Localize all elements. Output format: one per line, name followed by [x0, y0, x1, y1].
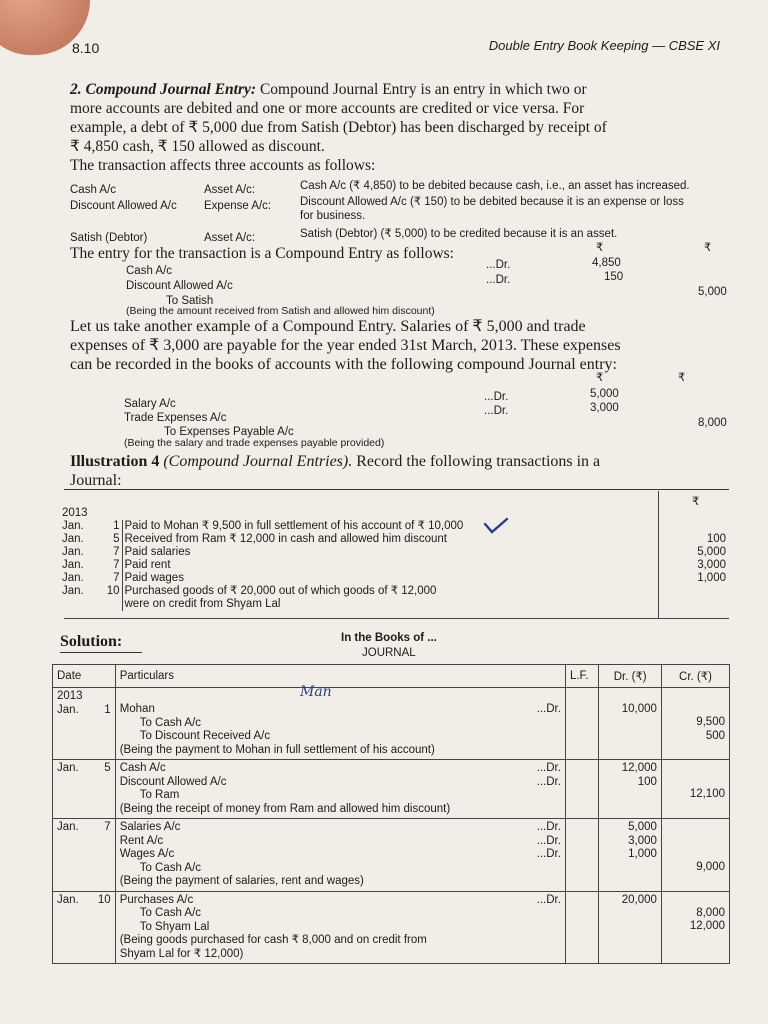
col-dr: Dr. (₹)	[599, 665, 661, 688]
e1-dr-0: ...Dr.	[486, 259, 511, 271]
col-particulars: Particulars	[115, 665, 565, 688]
dr-mark: ...Dr.	[536, 834, 561, 847]
acct-1-reason-a: Discount Allowed A/c (₹ 150) to be debited because it is an expense or loss	[300, 196, 684, 208]
books-title: In the Books of ...	[341, 632, 437, 644]
example2	[70, 317, 732, 374]
illus-row	[60, 585, 728, 598]
e2-dr-1: ...Dr.	[484, 405, 509, 417]
cr-amount: 12,000	[689, 920, 725, 932]
entry-particulars	[115, 819, 565, 892]
solution-underline	[60, 652, 142, 653]
illus-text: were on credit from Shyam Lal	[124, 598, 281, 610]
entry-month: Jan.	[57, 893, 79, 906]
cr-cell	[661, 891, 729, 964]
illus-month: Jan.	[62, 546, 84, 558]
journal-entry	[53, 760, 730, 819]
entry-particulars	[115, 891, 565, 964]
illus-row	[60, 546, 728, 559]
journal-table	[52, 664, 730, 964]
illus-bottom-rule	[64, 618, 729, 619]
illus-row	[60, 572, 728, 585]
particular-line: To Cash A/c	[139, 861, 202, 874]
particular-line: To Discount Received A/c	[139, 730, 271, 742]
illus-subtitle: (Compound Journal Entries).	[163, 453, 353, 470]
dr-amount: 1,000	[628, 848, 657, 860]
illus-text: Purchased goods of ₹ 20,000 out of which goods of ₹ 12,000	[124, 585, 437, 597]
acct-0-reason: Cash A/c (₹ 4,850) to be debited because cash, i.e., an asset has increased.	[300, 180, 690, 192]
entry-day: 10	[97, 893, 111, 906]
particular-line: To Cash A/c	[139, 907, 202, 919]
entry-line: The entry for the transaction is a Compound Entry as follows:	[70, 245, 454, 262]
particular-line: Salaries A/c	[119, 821, 181, 833]
illus-amount	[658, 598, 728, 611]
dr-amount: 3,000	[628, 834, 657, 847]
acct-2-type: Asset A/c:	[204, 232, 256, 244]
particular-line: Discount Allowed A/c	[119, 775, 227, 788]
journal-entry	[53, 891, 730, 964]
rupee-dr-1: ₹	[596, 242, 604, 254]
illus-text: Received from Ram ₹ 12,000 in cash and allowed him discount	[124, 533, 447, 545]
journal-title: JOURNAL	[362, 647, 416, 659]
particular-line: Purchases A/c	[119, 893, 194, 906]
illus-rest-1: Record the following transactions in a	[356, 453, 601, 470]
e2-narration: (Being the salary and trade expenses payable provided)	[124, 437, 385, 449]
acct-1-type: Expense A/c:	[204, 200, 272, 212]
illus-amount: 3,000	[697, 559, 726, 571]
e1-debit-1: 150	[604, 271, 624, 283]
particular-line: Cash A/c	[119, 762, 166, 774]
illus-month: Jan.	[62, 585, 84, 597]
illus-day: 10	[98, 585, 122, 598]
e2-debit-0: 5,000	[590, 388, 619, 400]
ex2-line-2: can be recorded in the books of accounts with the following compound Journal entry:	[70, 356, 617, 373]
illus-month: Jan.	[62, 533, 84, 545]
illus-day: 1	[98, 520, 122, 533]
cr-cell	[661, 760, 729, 819]
illus-rest-2: Journal:	[70, 472, 122, 489]
cr-amount: 9,500	[696, 716, 725, 728]
dr-cell	[599, 891, 661, 964]
e1-line-2: To Satish	[166, 295, 214, 307]
e1-narration: (Being the amount received from Satish and allowed him discount)	[126, 305, 435, 317]
dr-amount: 20,000	[621, 893, 657, 906]
acct-0-name: Cash A/c	[70, 184, 117, 196]
cr-amount: 12,100	[689, 788, 725, 800]
handwritten-note: Man	[300, 684, 332, 700]
entry-particulars	[115, 760, 565, 819]
dr-amount: 5,000	[628, 821, 657, 833]
illus-row	[60, 598, 728, 611]
acct-2-name: Satish (Debtor)	[70, 232, 148, 244]
illus-row	[60, 520, 728, 533]
dr-mark: ...Dr.	[536, 893, 561, 906]
intro-line-3: ₹ 4,850 cash, ₹ 150 allowed as discount.	[70, 138, 325, 155]
intro-line-1: more accounts are debited and one or more accounts are credited or vice versa. For	[70, 100, 585, 117]
illus-amount: 100	[706, 533, 726, 545]
dr-mark: ...Dr.	[536, 762, 561, 774]
col-cr: Cr. (₹)	[661, 665, 729, 688]
illus-month: Jan.	[62, 572, 84, 584]
cr-cell	[661, 688, 729, 760]
narration: Shyam Lal for ₹ 12,000)	[119, 947, 244, 960]
lf-cell	[565, 819, 599, 892]
e2-debit-1: 3,000	[590, 402, 619, 414]
e1-line-0: Cash A/c	[126, 265, 173, 277]
entry-date	[53, 819, 116, 892]
illus-month: Jan.	[62, 559, 84, 571]
dr-mark: ...Dr.	[536, 848, 561, 860]
affects-line: The transaction affects three accounts as follows:	[70, 157, 376, 174]
illus-row	[60, 533, 728, 546]
entry-year: 2013	[57, 690, 83, 702]
illus-amount: 5,000	[697, 546, 726, 558]
acct-1-name: Discount Allowed A/c	[70, 200, 177, 212]
illus-day	[98, 598, 122, 611]
section-heading: 2. Compound Journal Entry:	[70, 81, 257, 98]
illus-title: Illustration 4	[70, 453, 160, 470]
lf-cell	[565, 760, 599, 819]
narration: (Being goods purchased for cash ₹ 8,000 and on credit from	[119, 934, 427, 946]
rupee-cr-2: ₹	[678, 372, 686, 384]
e2-line-1: Trade Expenses A/c	[124, 412, 227, 424]
illus-row	[60, 559, 728, 572]
particular-line: To Ram	[139, 789, 180, 801]
illus-text: Paid to Mohan ₹ 9,500 in full settlement of his account of ₹ 10,000	[124, 520, 464, 532]
illus-day: 5	[98, 533, 122, 546]
particular-line: To Shyam Lal	[139, 920, 210, 933]
particular-line: Mohan	[119, 703, 155, 715]
illus-day: 7	[98, 546, 122, 559]
intro-line-2: example, a debt of ₹ 5,000 due from Satish (Debtor) has been discharged by receipt of	[70, 119, 607, 136]
page-number: 8.10	[72, 40, 100, 56]
illus-text: Paid wages	[124, 572, 184, 584]
intro-line-0: Compound Journal Entry is an entry in which two or	[259, 81, 587, 98]
illus-day: 7	[98, 559, 122, 572]
illustration-heading	[70, 452, 732, 490]
rupee-dr-2: ₹	[596, 372, 604, 384]
illus-amount: 1,000	[697, 572, 726, 584]
e2-line-0: Salary A/c	[124, 398, 176, 410]
e1-credit: 5,000	[698, 286, 727, 298]
ex2-line-1: expenses of ₹ 3,000 are payable for the year ended 31st March, 2013. These expenses	[70, 337, 621, 354]
e2-line-2: To Expenses Payable A/c	[164, 426, 294, 438]
lf-cell	[565, 688, 599, 760]
illus-text: Paid rent	[124, 559, 171, 571]
dr-cell	[599, 819, 661, 892]
journal-entry	[53, 688, 730, 760]
entry-date	[53, 688, 116, 760]
acct-2-reason: Satish (Debtor) (₹ 5,000) to be credited because it is an asset.	[300, 228, 618, 240]
illus-year: 2013	[62, 507, 88, 519]
cr-amount: 9,000	[696, 861, 725, 873]
entry-month: Jan.	[57, 821, 79, 833]
solution-label: Solution:	[60, 633, 123, 650]
col-date: Date	[53, 665, 116, 688]
dr-amount: 10,000	[621, 703, 657, 715]
running-title: Double Entry Book Keeping — CBSE XI	[488, 38, 720, 53]
dr-mark: ...Dr.	[536, 821, 561, 833]
entry-month: Jan.	[57, 762, 79, 774]
illus-text: Paid salaries	[124, 546, 191, 558]
e1-dr-1: ...Dr.	[486, 274, 511, 286]
dr-cell	[599, 688, 661, 760]
narration: (Being the payment to Mohan in full settlement of his account)	[119, 743, 435, 756]
lf-cell	[565, 891, 599, 964]
particular-line: Rent A/c	[119, 834, 164, 847]
illustration-table	[60, 491, 728, 611]
compound-intro	[70, 80, 732, 175]
entry-date	[53, 760, 116, 819]
cr-amount: 500	[705, 729, 725, 742]
illus-top-rule	[64, 489, 729, 490]
e2-credit: 8,000	[698, 417, 727, 429]
entry-day: 1	[104, 703, 111, 716]
col-lf: L.F.	[565, 665, 599, 688]
illus-day: 7	[98, 572, 122, 585]
cr-amount: 8,000	[696, 906, 725, 919]
cr-cell	[661, 819, 729, 892]
illus-amount	[658, 520, 728, 533]
e2-dr-0: ...Dr.	[484, 391, 509, 403]
e1-line-1: Discount Allowed A/c	[126, 280, 233, 292]
illus-month: Jan.	[62, 520, 84, 532]
dr-amount: 100	[637, 775, 657, 788]
tick-mark-icon	[482, 516, 510, 536]
acct-0-type: Asset A/c:	[204, 184, 256, 196]
ex2-line-0: Let us take another example of a Compound Entry. Salaries of ₹ 5,000 and trade	[70, 318, 586, 335]
entry-particulars	[115, 688, 565, 760]
particular-line: To Cash A/c	[139, 716, 202, 729]
entry-day: 5	[104, 762, 111, 774]
acct-1-reason-b: for business.	[300, 210, 366, 222]
dr-mark: ...Dr.	[536, 703, 561, 715]
journal-entry	[53, 819, 730, 892]
illus-month	[60, 598, 98, 611]
rupee-cr-1: ₹	[704, 242, 712, 254]
entry-day: 7	[104, 821, 111, 833]
dr-amount: 12,000	[621, 762, 657, 774]
entry-date	[53, 891, 116, 964]
narration: (Being the payment of salaries, rent and wages)	[119, 875, 364, 887]
narration: (Being the receipt of money from Ram and allowed him discount)	[119, 802, 451, 815]
illus-amount	[658, 585, 728, 598]
dr-mark: ...Dr.	[536, 775, 561, 788]
entry-month: Jan.	[57, 703, 79, 716]
particular-line: Wages A/c	[119, 848, 175, 860]
illus-rupee: ₹	[692, 496, 700, 508]
dr-cell	[599, 760, 661, 819]
e1-debit-0: 4,850	[592, 257, 621, 269]
